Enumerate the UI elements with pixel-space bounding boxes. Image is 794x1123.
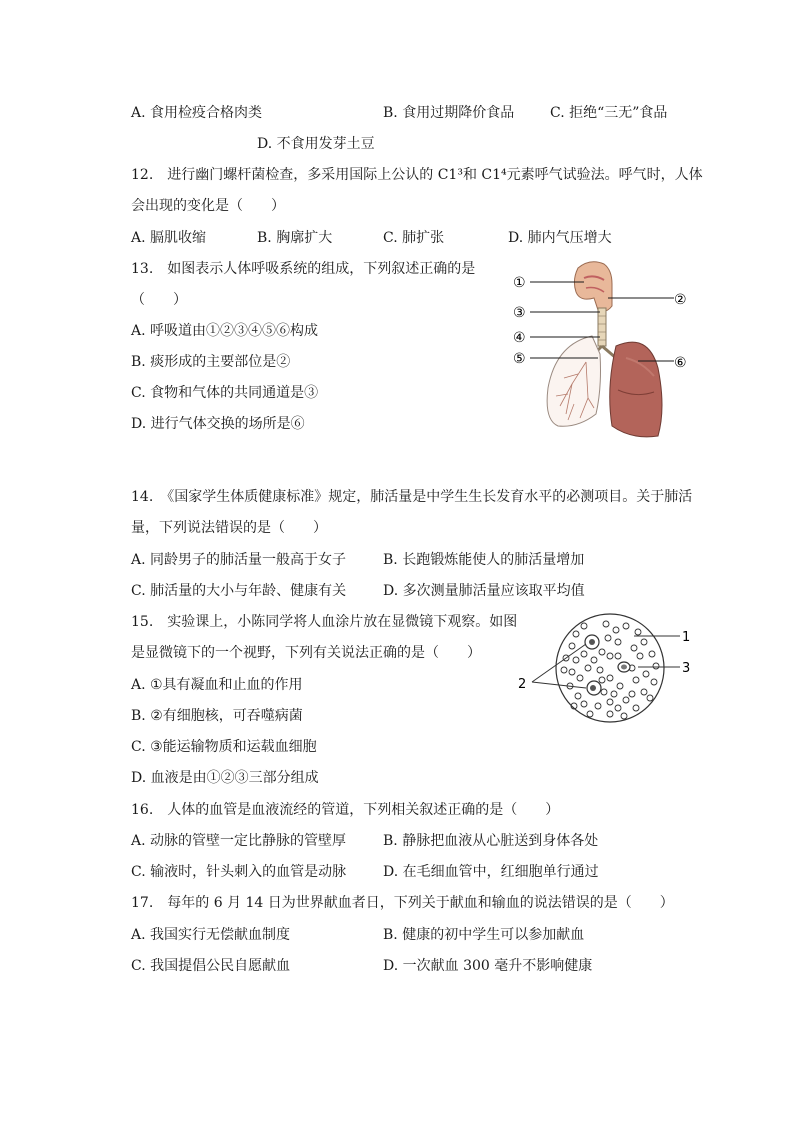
q14-option-b[interactable]: B. 长跑锻炼能使人的肺活量增加 (383, 552, 585, 568)
q14-stem-line1: 14. 《国家学生体质健康标准》规定，肺活量是中学生生长发育水平的必测项目。关于肺活 (131, 489, 693, 505)
blood-smear-figure (514, 612, 698, 732)
smear-label-2: 2 (518, 677, 527, 692)
q15-option-a[interactable]: A. ①具有凝血和止血的作用 (131, 677, 303, 693)
q11-option-a[interactable]: A. 食用检疫合格肉类 (131, 105, 263, 121)
resp-label-6: ⑥ (674, 355, 687, 371)
q16-option-c[interactable]: C. 输液时，针头刺入的血管是动脉 (131, 864, 347, 880)
q15-stem-line2: 是显微镜下的一个视野，下列有关说法正确的是（ ） (131, 645, 481, 661)
q12-option-d[interactable]: D. 肺内气压增大 (508, 230, 612, 246)
q13-option-a[interactable]: A. 呼吸道由①②③④⑤⑥构成 (131, 323, 319, 339)
resp-label-3: ③ (513, 305, 526, 321)
q16-option-d[interactable]: D. 在毛细血管中，红细胞单行通过 (383, 864, 599, 880)
q14-option-d[interactable]: D. 多次测量肺活量应该取平均值 (383, 583, 585, 599)
q17-option-d[interactable]: D. 一次献血 300 毫升不影响健康 (383, 958, 593, 974)
q13-stem-line1: 13. 如图表示人体呼吸系统的组成，下列叙述正确的是 (131, 261, 476, 277)
q15-stem-line1: 15. 实验课上，小陈同学将人血涂片放在显微镜下观察。如图 (131, 614, 518, 630)
q14-option-a[interactable]: A. 同龄男子的肺活量一般高于女子 (131, 552, 347, 568)
q15-option-b[interactable]: B. ②有细胞核，可吞噬病菌 (131, 708, 303, 724)
q12-option-c[interactable]: C. 肺扩张 (383, 230, 445, 246)
q17-option-a[interactable]: A. 我国实行无偿献血制度 (131, 927, 291, 943)
q17-option-b[interactable]: B. 健康的初中学生可以参加献血 (383, 927, 585, 943)
smear-label-1: 1 (682, 630, 691, 645)
q11-option-b[interactable]: B. 食用过期降价食品 (383, 105, 515, 121)
q12-stem-line2: 会出现的变化是（ ） (131, 198, 285, 214)
q14-stem-line2: 量，下列说法错误的是（ ） (131, 520, 327, 536)
q11-option-c[interactable]: C. 拒绝“三无”食品 (550, 105, 668, 121)
q15-option-c[interactable]: C. ③能运输物质和运载血细胞 (131, 739, 317, 755)
smear-label-3: 3 (682, 661, 691, 676)
q12-option-a[interactable]: A. 膈肌收缩 (131, 230, 207, 246)
q17-option-c[interactable]: C. 我国提倡公民自愿献血 (131, 958, 291, 974)
resp-label-4: ④ (513, 330, 526, 346)
q16-option-a[interactable]: A. 动脉的管壁一定比静脉的管壁厚 (131, 833, 347, 849)
q11-option-d[interactable]: D. 不食用发芽土豆 (257, 136, 375, 152)
respiratory-system-figure (508, 258, 694, 442)
q16-stem: 16. 人体的血管是血液流经的管道，下列相关叙述正确的是（ ） (131, 802, 560, 818)
q17-stem: 17. 每年的 6 月 14 日为世界献血者日，下列关于献血和输血的说法错误的是（ ） (131, 895, 674, 911)
q12-stem-line1: 12. 进行幽门螺杆菌检查，多采用国际上公认的 C1³和 C1⁴元素呼气试验法。呼气时，人体 (131, 167, 703, 183)
resp-label-1: ① (513, 275, 526, 291)
q13-option-c[interactable]: C. 食物和气体的共同通道是③ (131, 385, 319, 401)
q13-option-b[interactable]: B. 痰形成的主要部位是② (131, 354, 291, 370)
q14-option-c[interactable]: C. 肺活量的大小与年龄、健康有关 (131, 583, 347, 599)
q12-option-b[interactable]: B. 胸廓扩大 (257, 230, 333, 246)
q15-option-d[interactable]: D. 血液是由①②③三部分组成 (131, 770, 319, 786)
q13-option-d[interactable]: D. 进行气体交换的场所是⑥ (131, 416, 305, 432)
q13-stem-line2: （ ） (131, 292, 187, 308)
resp-label-5: ⑤ (513, 351, 526, 367)
q16-option-b[interactable]: B. 静脉把血液从心脏送到身体各处 (383, 833, 599, 849)
resp-label-2: ② (674, 292, 687, 308)
